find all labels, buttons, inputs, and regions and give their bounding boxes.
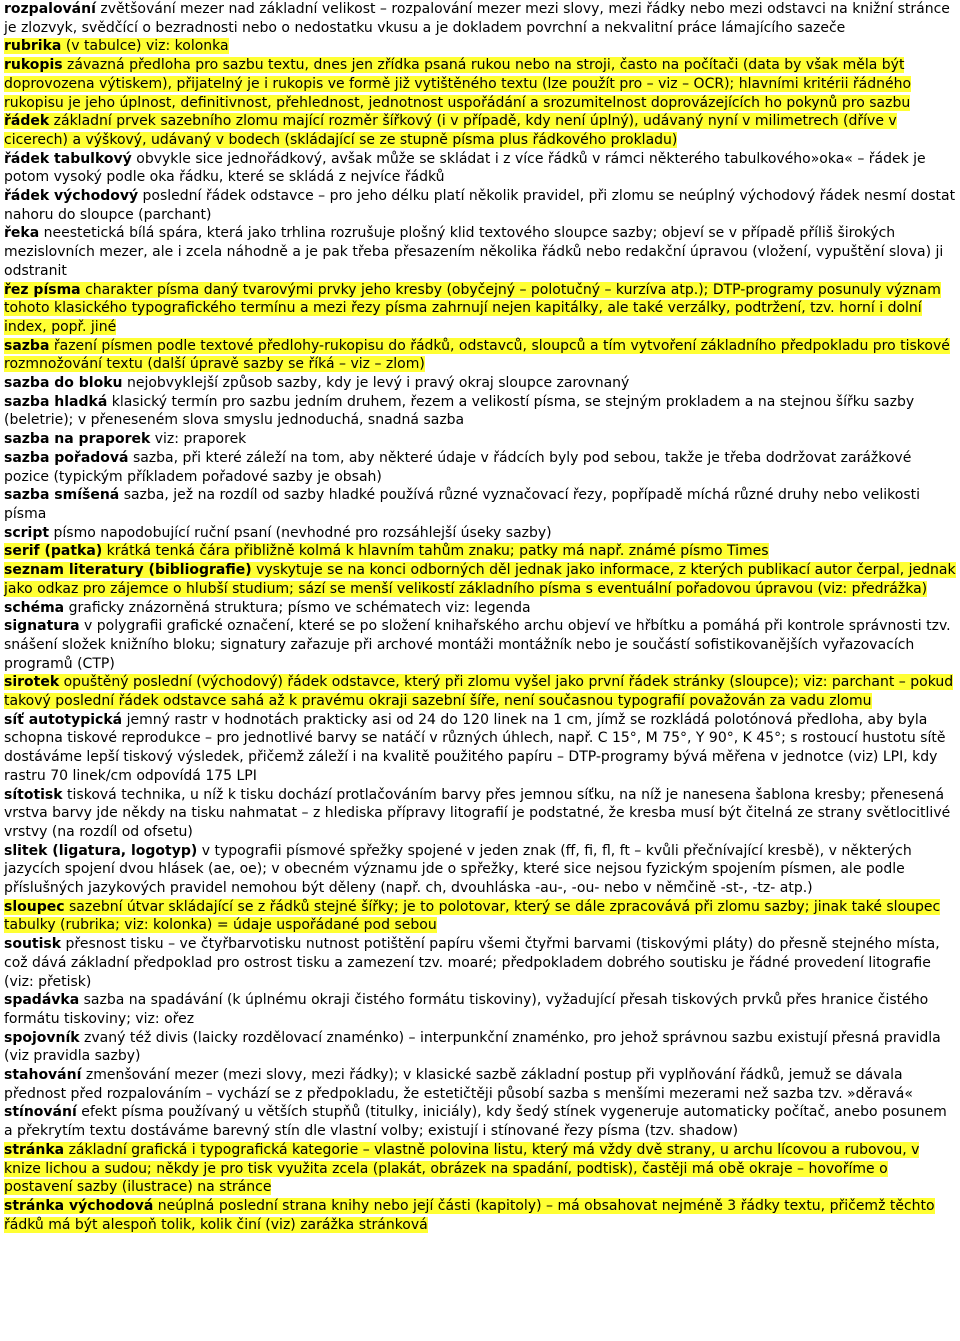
entry-text	[4, 487, 920, 522]
glossary-entry	[4, 449, 956, 486]
glossary-term: stránka východová	[4, 1198, 154, 1214]
glossary-definition: sazba, jež na rozdíl od sazby hladké používá různé vyznačovací řezy, popřípadě míchá různé druhy nebo velikosti písma	[4, 487, 921, 522]
glossary-definition: přesnost tisku – ve čtyřbarvotisku nutnost potištění papíru všemi čtyřmi barvami (tiskovými pláty) do přesně stejného místa, což dává základní předpoklad pro ostrost tisku a zamezení tzv. moaré; předpokladem dobrého soutisku je řádné provedení litografie (viz: přetisk)	[4, 936, 940, 990]
glossary-definition: jemný rastr v hodnotách prakticky asi od 24 do 120 linek na 1 cm, jímž se rozkládá polotónová předloha, aby byla schopna tiskové reprodukce – pro jednotlivé barvy se natáčí v různých úhlech, např. C 15°, M 75°, Y 90°, K 45°; s rostoucí hustotu sítě dostáváme lepší tiskový výsledek, přičemž záleží i na kvalitě použitého papíru – DTP-programy bývá měřena v jednotce (viz) LPI, kdy rastru 70 linek/cm odpovídá 175 LPI	[4, 711, 946, 784]
entry-text	[4, 787, 950, 840]
glossary-term: sítotisk	[4, 786, 63, 803]
glossary-term: soutisk	[4, 936, 62, 953]
glossary-definition: sazba na spadávání (k úplnému okraji čistého formátu tiskoviny), vyžadující přesah tiskových prvků přes hranice čistého formátu tiskoviny; viz: ořez	[4, 992, 929, 1027]
glossary-entry	[4, 0, 956, 37]
glossary-entry	[4, 430, 956, 449]
glossary-entry	[4, 1103, 956, 1140]
glossary-definition: poslední řádek odstavce – pro jeho délku platí několik pravidel, při zlomu se neúplný východový řádek nesmí dostat nahoru do sloupce (parchant)	[4, 188, 956, 223]
glossary-definition: krátká tenká čára přibližně kolmá k hlavním tahům znaku; patky má např. známé písmo Times	[106, 543, 769, 560]
highlighted-entry-text	[4, 338, 950, 373]
entry-text	[4, 525, 552, 541]
entry-text	[4, 712, 945, 784]
glossary-term: řeka	[4, 225, 40, 242]
glossary-entry	[4, 486, 956, 523]
glossary-term: schéma	[4, 599, 65, 616]
highlighted-entry-text	[4, 1198, 935, 1233]
entry-text	[4, 992, 928, 1027]
glossary-entry	[4, 786, 956, 842]
glossary-definition: obvykle sice jednořádkový, avšak může se skládat i z více řádků v rámci některého tabulkového»oka« – řádek je potom vysoký podle oka řádku, které se skládá z nejvíce řádků	[4, 150, 926, 186]
entry-text	[4, 450, 911, 485]
glossary-term: řez písma	[4, 281, 81, 298]
glossary-term: sazba pořadová	[4, 449, 129, 466]
glossary-term: sirotek	[4, 674, 60, 691]
glossary-definition: viz: praporek	[154, 431, 247, 448]
glossary-definition: zmenšování mezer (mezi slovy, mezi řádky); v klasické sazbě základní postup při vyplňování řádků, jemuž se dávala přednost před rozpalováním – vychází se z předpokladu, že estetičtěji působí sazba s menšími mezerami než sazba tzv. »děravá«	[4, 1067, 913, 1102]
glossary-term: seznam literatury (bibliografie)	[4, 562, 252, 579]
highlighted-entry-text	[4, 282, 941, 335]
glossary-entry	[4, 1141, 956, 1197]
glossary-entry	[4, 711, 956, 786]
glossary-entry	[4, 187, 956, 224]
glossary-definition: nejobvyklejší způsob sazby, kdy je levý i pravý okraj sloupce zarovnaný	[126, 375, 630, 392]
glossary-entry	[4, 898, 956, 935]
glossary-entry	[4, 393, 956, 430]
glossary-term: řádek východový	[4, 188, 139, 205]
entry-text	[4, 1, 950, 36]
highlighted-entry-text	[4, 674, 953, 709]
entry-text	[4, 600, 531, 616]
entry-text	[4, 936, 940, 989]
glossary-term: sazba do bloku	[4, 375, 123, 392]
entry-text	[4, 843, 912, 896]
glossary-term: serif (patka)	[4, 543, 103, 560]
glossary-term: rukopis	[4, 57, 63, 74]
glossary-definition: efekt písma používaný u větších stupňů (titulky, iniciály), kdy šedý stínek vygeneruje automaticky počítač, anebo posunem a překrytím textu dostáváme barevný stín dle vlastní volby; existují i stínované řezy písma (tzv. shadow)	[4, 1104, 947, 1140]
glossary-entry	[4, 56, 956, 112]
glossary-term: sazba na praporek	[4, 431, 151, 448]
glossary-entry	[4, 935, 956, 991]
glossary-term: spadávka	[4, 992, 80, 1009]
glossary-term: rubrika	[4, 38, 62, 55]
glossary-entry	[4, 374, 956, 393]
entry-text	[4, 188, 955, 223]
glossary-entry	[4, 617, 956, 673]
glossary-definition: v typografii písmové spřežky spojené v jeden znak (ff, fi, fl, ft – kvůli přečnívající kresbě), v některých jazycích spojení dvou hlásek (ae, oe); v obecném významu jde o spřežky, které sice nejsou fyzickým spojením písmen, ale podle příslušných jazykových pravidel nemohou být děleny (např. ch, dvouhláska -au-, -ou- nebo v němčině -st-, -tz- atp.)	[4, 842, 912, 897]
glossary-definition: zvaný též divis (laicky rozdělovací znaménko) – interpunkční znaménko, pro jehož správnou sazbu existují přesná pravidla (viz pravidla sazby)	[4, 1029, 941, 1065]
glossary-entry	[4, 991, 956, 1028]
glossary-definition: tisková technika, u níž k tisku dochází protlačováním barvy přes jemnou síťku, na níž je nanesena šablona kresby; přenesená vrstva barvy jde někdy na tisku nahmatat – z hlediska přípravy litografií je podstatné, že kresba musí být čitelná ze strany světlocitlivé vrstvy (na rozdíl od ofsetu)	[4, 786, 951, 840]
glossary-term: signatura	[4, 618, 80, 635]
glossary-entry	[4, 1029, 956, 1066]
highlighted-entry-text	[4, 113, 897, 148]
entry-text	[4, 1104, 947, 1139]
glossary-definition: sazební útvar skládající se z řádků stejné šířky; je to polotovar, který se dále zpracovává při zlomu sazby; jinak také sloupec tabulky (rubrika; viz: kolonka) = údaje uspořádané pod sebou	[4, 898, 941, 934]
glossary-definition: řazení písmen podle textové předlohy-rukopisu do řádků, odstavců, sloupců a tím vytvoření základního předpokladu pro tiskové rozmnožování textu (další úpravě sazby se říká – viz – zlom)	[4, 337, 950, 373]
glossary-definition: vyskytuje se na konci odborných děl jednak jako informace, z kterých publikací autor čerpal, jednak jako odkaz pro zájemce o hlubší studium; sází se menší velikostí základního písma s eventuální pořadovou úpravou (viz: předrážka)	[4, 562, 956, 597]
glossary-entry	[4, 673, 956, 710]
glossary-definition: charakter písma daný tvarovými prvky jeho kresby (obyčejný – polotučný – kurzíva atp.); DTP-programy posunuly význam tohoto klasického typografického termínu a mezi řezy písma zahrnují nejen kapitálky, ale také verzálky, podtržení, tzv. horní i dolní index, popř. jiné	[4, 281, 941, 335]
glossary-term: řádek tabulkový	[4, 150, 132, 167]
glossary-term: stínování	[4, 1104, 77, 1121]
glossary-entry	[4, 1066, 956, 1103]
glossary-term: stahování	[4, 1067, 82, 1084]
glossary-definition: závazná předloha pro sazbu textu, dnes jen zřídka psaná rukou nebo na stroji, často na počítači (data by však měla být doprovozena výtiskem), přijatelný je i rukopis ve formě již vytištěného textu (lze použít pro – viz – OCR); hlavními kritérii řádného rukopisu je jeho úplnost, definitivnost, přehlednost, jednotnost uspořádání a srozumitelnost doprovázejících ho pokynů pro sazbu	[4, 57, 912, 111]
glossary-term: stránka	[4, 1141, 65, 1158]
glossary-entry	[4, 150, 956, 187]
entry-text	[4, 431, 246, 447]
entry-text	[4, 151, 926, 186]
glossary-term: síť autotypická	[4, 711, 123, 728]
highlighted-entry-text	[4, 1142, 919, 1195]
entry-text	[4, 225, 943, 278]
glossary-term: spojovník	[4, 1029, 80, 1046]
entry-text	[4, 618, 951, 671]
highlighted-entry-text	[4, 562, 956, 597]
entry-text	[4, 1067, 913, 1102]
glossary-definition: sazba, při které záleží na tom, aby některé údaje v řádcích byly pod sebou, takže je třeba dodržovat zarážkové pozice (typickým příkladem pořadové sazby je obsah)	[4, 449, 912, 485]
glossary-entry	[4, 542, 956, 561]
glossary-definition: graficky znázorněná struktura; písmo ve schématech viz: legenda	[68, 599, 531, 616]
highlighted-entry-text	[4, 543, 769, 559]
highlighted-entry-text	[4, 38, 229, 54]
entry-text	[4, 394, 914, 429]
glossary-definition: (v tabulce) viz: kolonka	[65, 38, 229, 55]
glossary-term: sazba hladká	[4, 393, 108, 410]
glossary-entry	[4, 112, 956, 149]
glossary-entry	[4, 1197, 956, 1234]
entry-text	[4, 1030, 941, 1065]
glossary-entry	[4, 37, 956, 56]
highlighted-entry-text	[4, 57, 911, 110]
glossary-entry	[4, 337, 956, 374]
highlighted-entry-text	[4, 899, 940, 934]
glossary-entry	[4, 842, 956, 898]
glossary-entry	[4, 524, 956, 543]
glossary-term: script	[4, 524, 50, 541]
glossary-term: sazba smíšená	[4, 487, 120, 504]
glossary-term: sazba	[4, 337, 50, 354]
glossary-definition: základní grafická i typografická kategorie – vlastně polovina listu, který má vždy dvě strany, u archu lícovou a rubovou, v knize lichou a sudou; někdy je pro tisk využita zcela (plakát, obrázek na spadání, podtisk), častěji má obě okraje – hovoříme o postavení sazby (ilustrace) na stránce	[4, 1141, 920, 1196]
entry-text	[4, 375, 629, 391]
glossary-definition: klasický termín pro sazbu jedním druhem, řezem a velikostí písma, se stejným prokladem a na stejnou šířku sazby (beletrie); v přeneseném slova smyslu jednoduchá, snadná sazba	[4, 393, 915, 429]
glossary-entry	[4, 224, 956, 280]
glossary-entry	[4, 599, 956, 618]
glossary-term: rozpalování	[4, 1, 96, 17]
glossary-entry	[4, 561, 956, 598]
glossary-definition: zvětšování mezer nad základní velikost – rozpalování mezer mezi slovy, mezi řádky nebo mezi odstavci na knižní stránce je zlozvyk, svědčící o bezradnosti nebo o nedostatku vkusu a je dokladem povrchní a nekvalitní práce lámajícího sazeče	[4, 1, 950, 36]
glossary-definition: neestetická bílá spára, která jako trhlina rozrušuje plošný klid textového sloupce sazby; objeví se v případě příliš širokých mezislovních mezer, ale i zcela náhodně a je pak třeba přesazením několika řádků nebo redakční úpravou (vložení, vypuštění slova) ji odstranit	[4, 225, 944, 279]
glossary-definition: opuštěný poslední (východový) řádek odstavce, který při zlomu vyšel jako první řádek stránky (sloupce); viz: parchant – pokud takový poslední řádek odstavce sahá až k pravému okraji sazební šíře, není současnou typografií považován za vadu zlomu	[4, 674, 954, 710]
glossary-term: sloupec	[4, 898, 65, 915]
glossary-term: řádek	[4, 113, 50, 130]
glossary-term: slitek (ligatura, logotyp)	[4, 842, 198, 859]
glossary-definition: písmo napodobující ruční psaní (nevhodné pro rozsáhlejší úseky sazby)	[53, 524, 552, 541]
glossary-definition: základní prvek sazebního zlomu mající rozměr šířkový (i v případě, kdy není úplný), udávaný nyní v milimetrech (dříve v cicerech) a výškový, udávaný v bodech (skládající se ze stupně písma plus řádkového prokladu)	[4, 113, 897, 148]
glossary-entry	[4, 281, 956, 337]
glossary-definition: v polygrafii grafické označení, které se po složení knihařského archu objeví ve hřbítku a pomáhá při kontrole správnosti tzv. snášení složek knižního bloku; signatury zařazuje při archové montáži montážník nebo je součástí sofistikovanějších vyřazovacích programů (CTP)	[4, 618, 951, 672]
glossary-definition: neúplná poslední strana knihy nebo její části (kapitoly) – má obsahovat nejméně 3 řádky textu, přičemž těchto řádků má být alespoň tolik, kolik činí (viz) zarážka stránková	[4, 1198, 935, 1233]
